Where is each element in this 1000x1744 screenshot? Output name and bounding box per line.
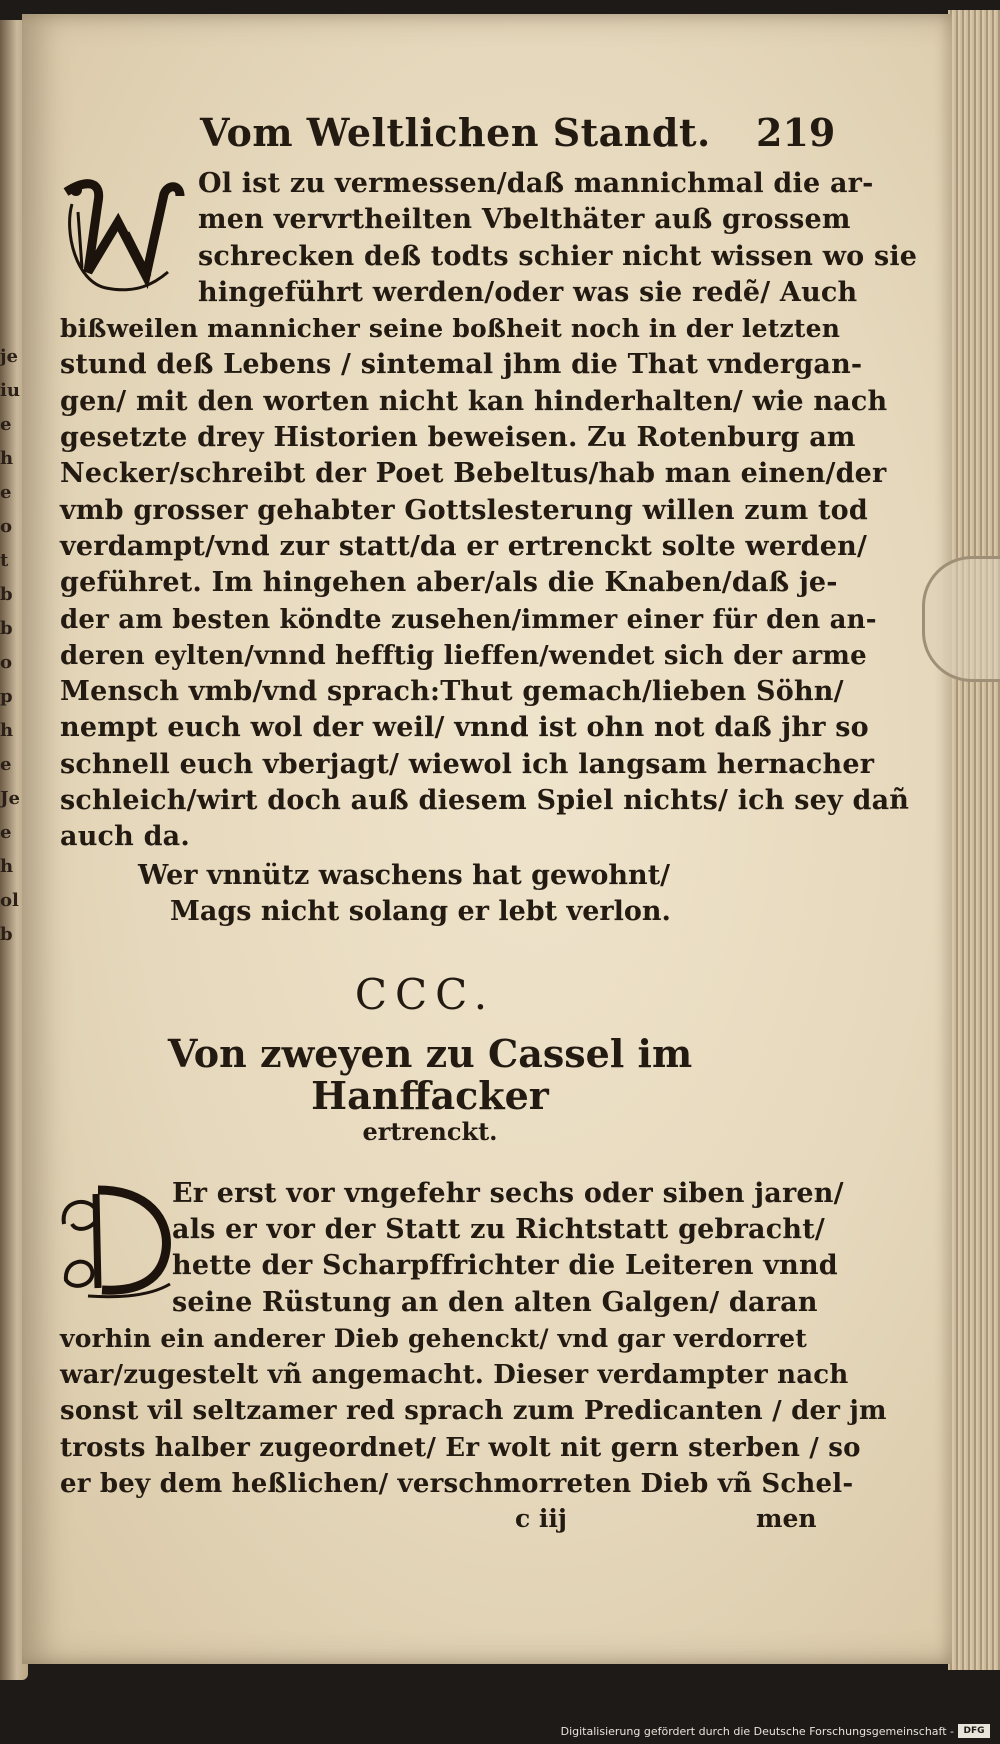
- text-line: Mensch vmb/vnd sprach:Thut gemach/lieben Söhn/: [60, 676, 844, 708]
- ornamental-initial-d: [58, 1180, 176, 1300]
- verse-line: Wer vnnütz waschens hat gewohnt/: [138, 859, 671, 891]
- ornamental-initial-w: [58, 172, 186, 300]
- text-line: der am besten köndte zusehen/immer einer für den an-: [60, 604, 877, 635]
- text-line: hingeführt werden/oder was sie redẽ/ Auch: [198, 276, 858, 308]
- text-line: Er erst vor vngefehr sechs oder siben jaren/: [172, 1177, 844, 1209]
- text-line: nempt euch wol der weil/ vnnd ist ohn not daß jhr so: [60, 712, 869, 744]
- text-line: gesetzte drey Historien beweisen. Zu Rotenburg am: [60, 422, 856, 454]
- facing-page-text-fragment: jeiu eh e ot b bo p he Je eh ol b: [0, 346, 20, 945]
- page-foot: [60, 1504, 830, 1540]
- text-line: hette der Scharpffrichter die Leiteren vnnd: [172, 1250, 838, 1282]
- text-line: er bey dem heßlichen/ verschmorreten Dieb vñ Schel-: [60, 1469, 854, 1500]
- section-title: Von zweyen zu Cassel im Hanffacker: [167, 1030, 693, 1118]
- text-line: verdampt/vnd zur statt/da er ertrenckt solte werden/: [60, 530, 868, 562]
- text-line: war/zugestelt vñ angemacht. Dieser verdampter nach: [60, 1360, 849, 1391]
- text-line: Necker/schreibt der Poet Bebeltus/hab man einen/der: [60, 458, 887, 490]
- text-line: stund deß Lebens / sintemal jhm die That vndergan-: [60, 349, 863, 381]
- signature-mark: c iij: [515, 1504, 567, 1534]
- svg-text:W: W: [122, 244, 134, 255]
- svg-text:D: D: [118, 1241, 127, 1253]
- text-line: sonst vil seltzamer red sprach zum Predicanten / der jm: [60, 1396, 887, 1427]
- paragraph-1: [60, 166, 918, 856]
- text-line: seine Rüstung an den alten Galgen/ daran: [172, 1286, 818, 1318]
- catchword: men: [756, 1504, 817, 1534]
- text-line: schleich/wirt doch auß diesem Spiel nichts/ ich sey dañ: [60, 785, 910, 817]
- text-line: auch da.: [60, 821, 190, 853]
- verse-line: Mags nicht solang er lebt verlon.: [170, 895, 671, 927]
- section-number: CCC.: [354, 969, 496, 1019]
- running-title: Vom Weltlichen Standt.: [200, 110, 711, 155]
- page-number: 219: [756, 110, 836, 155]
- running-head: [60, 110, 836, 166]
- paragraph-2: [60, 1176, 887, 1503]
- text-line: gen/ mit den worten nicht kan hinderhalten/ wie nach: [60, 385, 888, 417]
- text-line: geführet. Im hingehen aber/als die Knaben/daß je-: [60, 567, 838, 599]
- text-line: schrecken deß todts schier nicht wissen wo sie: [198, 240, 918, 272]
- text-line: trosts halber zugeordnet/ Er wolt nit gern sterben / so: [60, 1432, 861, 1463]
- text-line: als er vor der Statt zu Richtstatt gebracht/: [172, 1213, 825, 1245]
- verse: [60, 858, 830, 930]
- text-line: bißweilen mannicher seine boßheit noch in der letzten: [60, 314, 841, 344]
- section-subtitle: ertrenckt.: [362, 1116, 498, 1146]
- dfg-logo: DFG: [958, 1724, 990, 1738]
- text-line: schnell euch vberjagt/ wiewol ich langsam hernacher: [60, 748, 875, 780]
- page-block-edge: [948, 10, 1000, 1670]
- text-line: men vervrtheilten Vbelthäter auß grossem: [198, 204, 851, 236]
- text-line: Ol ist zu vermessen/daß mannichmal die ar-: [198, 168, 874, 199]
- digitization-credit: Digitalisierung gefördert durch die Deutsche Forschungsgemeinschaft -: [560, 1725, 954, 1738]
- text-block: [60, 110, 918, 1540]
- text-line: vorhin ein anderer Dieb gehenckt/ vnd gar verdorret: [60, 1323, 807, 1353]
- text-line: vmb grosser gehabter Gottslesterung willen zum tod: [60, 494, 868, 526]
- text-line: deren eylten/vnnd hefftig lieffen/wendet sich der arme: [60, 640, 867, 671]
- clasp-loop: [922, 556, 1000, 682]
